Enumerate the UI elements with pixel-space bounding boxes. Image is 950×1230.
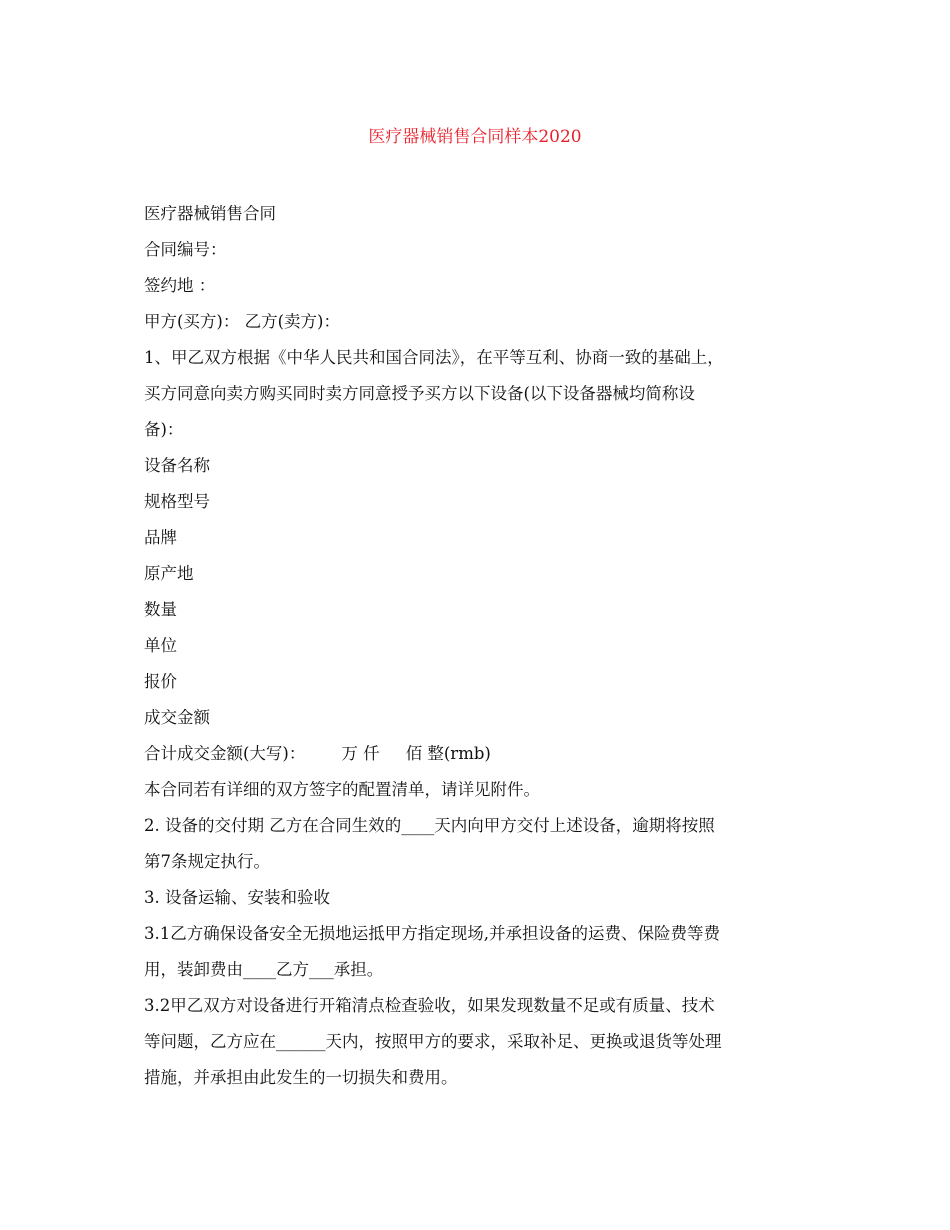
total-amount-line xyxy=(144,736,814,772)
clause-1-line-1: 1、甲乙双方根据《中华人民共和国合同法》，在平等互利、协商一致的基础上， xyxy=(144,348,724,367)
deal-amount-label: 成交金额 xyxy=(144,708,210,727)
clause-3-1-line-1: 3.1乙方确保设备安全无损地运抵甲方指定现场,并承担设备的运费、保险费等费 xyxy=(144,924,720,943)
brand-label: 品牌 xyxy=(144,528,177,547)
parties-line: 甲方(买方)： 乙方(卖方)： xyxy=(144,312,340,331)
clause-2-line-2: 第7条规定执行。 xyxy=(144,852,270,871)
equipment-name-label: 设备名称 xyxy=(144,456,210,475)
signing-place-line: 签约地 ： xyxy=(144,276,216,295)
origin-label: 原产地 xyxy=(144,564,194,583)
quote-label: 报价 xyxy=(144,672,177,691)
total-amount-wan-qian: 万 仟 xyxy=(341,744,380,763)
clause-1-line-2: 买方同意向卖方购买同时卖方同意授予买方以下设备(以下设备器械均简称设 xyxy=(144,384,695,403)
clause-3-2-line-2: 等问题，乙方应在______天内，按照甲方的要求，采取补足、更换或退货等处理 xyxy=(144,1032,722,1051)
total-amount-bai-zheng: 佰 整(rmb) xyxy=(405,744,491,763)
model-spec-label: 规格型号 xyxy=(144,492,210,511)
quantity-label: 数量 xyxy=(144,600,177,619)
contract-heading: 医疗器械销售合同 xyxy=(144,204,276,223)
contract-body xyxy=(144,196,814,1096)
document-title: 医疗器械销售合同样本2020 xyxy=(368,127,582,147)
unit-label: 单位 xyxy=(144,636,177,655)
attachment-note: 本合同若有详细的双方签字的配置清单，请详见附件。 xyxy=(144,780,540,799)
clause-3-1-line-2: 用，装卸费由____乙方___承担。 xyxy=(144,960,384,979)
contract-number-line: 合同编号： xyxy=(144,240,227,259)
clause-3-2-line-1: 3.2甲乙双方对设备进行开箱清点检查验收，如果发现数量不足或有质量、技术 xyxy=(144,996,715,1015)
clause-3-2-line-3: 措施，并承担由此发生的一切损失和费用。 xyxy=(144,1068,458,1087)
clause-2-line-1: 2. 设备的交付期 乙方在合同生效的____天内向甲方交付上述设备，逾期将按照 xyxy=(144,816,715,835)
total-amount-label: 合计成交金额(大写)： xyxy=(144,744,306,763)
clause-3-heading: 3. 设备运输、安装和验收 xyxy=(144,888,330,907)
clause-1-line-3: 备)： xyxy=(144,420,184,439)
